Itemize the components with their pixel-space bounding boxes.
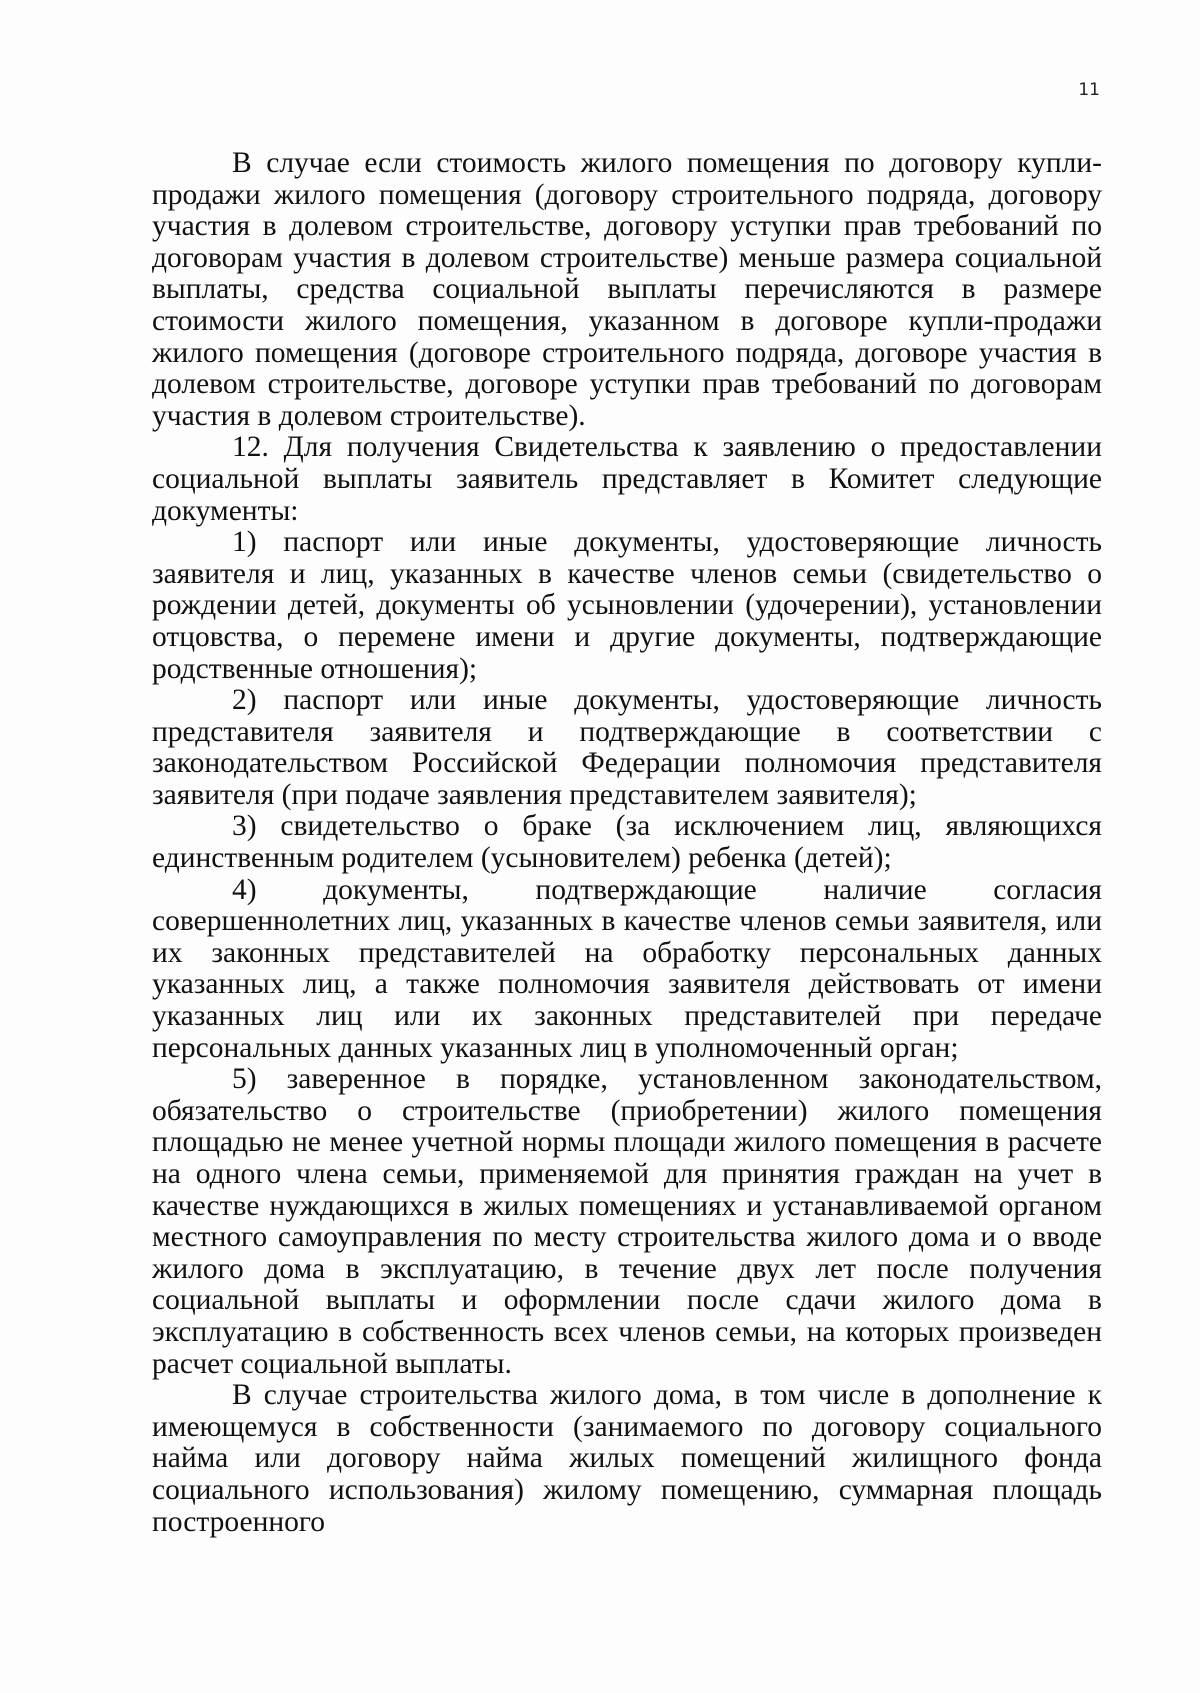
list-item-3: 3) свидетельство о браке (за исключением лиц, являющихся единственным родителем (усыновителем) ребенка (детей); xyxy=(152,810,1102,875)
paragraph-house-construction: В случае строительства жилого дома, в том числе в дополнение к имеющемуся в собственности (занимаемого по договору социального найма или договору найма жилых помещений жилищного фонда социального использования) жилому помещению, суммарная площадь построенного xyxy=(152,1379,1102,1538)
list-item-5: 5) заверенное в порядке, установленном законодательством, обязательство о строительстве (приобретении) жилого помещения площадью не менее учетной нормы площади жилого помещения в расчете на одного члена семьи, применяемой для принятия граждан на учет в качестве нуждающихся в жилых помещениях и устанавливаемой органом местного самоуправления по месту строительства жилого дома и о вводе жилого дома в эксплуатацию, в течение двух лет после получения социальной выплаты и оформлении после сдачи жилого дома в эксплуатацию в собственность всех членов семьи, на которых произведен расчет социальной выплаты. xyxy=(152,1063,1102,1380)
list-item-2: 2) паспорт или иные документы, удостоверяющие личность представителя заявителя и подтверждающие в соответствии с законодательством Российской Федерации полномочия представителя заявителя (при подаче заявления представителем заявителя); xyxy=(152,684,1102,811)
paragraph-cost-of-housing: В случае если стоимость жилого помещения по договору купли-продажи жилого помещения (договору строительного подряда, договору участия в долевом строительстве, договору уступки прав требований по договорам участия в долевом строительстве) меньше размера социальной выплаты, средства социальной выплаты перечисляются в размере стоимости жилого помещения, указанном в договоре купли-продажи жилого помещения (договоре строительного подряда, договоре участия в долевом строительстве, договоре уступки прав требований по договорам участия в долевом строительстве). xyxy=(152,147,1102,432)
paragraph-item-12: 12. Для получения Свидетельства к заявлению о предоставлении социальной выплаты заявитель представляет в Комитет следующие документы: xyxy=(152,431,1102,527)
document-body xyxy=(152,148,1102,1538)
list-item-1: 1) паспорт или иные документы, удостоверяющие личность заявителя и лиц, указанных в качестве членов семьи (свидетельство о рождении детей, документы об усыновлении (удочерении), установлении отцовства, о перемене имени и другие документы, подтверждающие родственные отношения); xyxy=(152,526,1102,685)
list-item-4: 4) документы, подтверждающие наличие согласия совершеннолетних лиц, указанных в качестве членов семьи заявителя, или их законных представителей на обработку персональных данных указанных лиц, а также полномочия заявителя действовать от имени указанных лиц или их законных представителей при передаче персональных данных указанных лиц в уполномоченный орган; xyxy=(152,873,1102,1064)
page-number: 11 xyxy=(1078,80,1100,100)
